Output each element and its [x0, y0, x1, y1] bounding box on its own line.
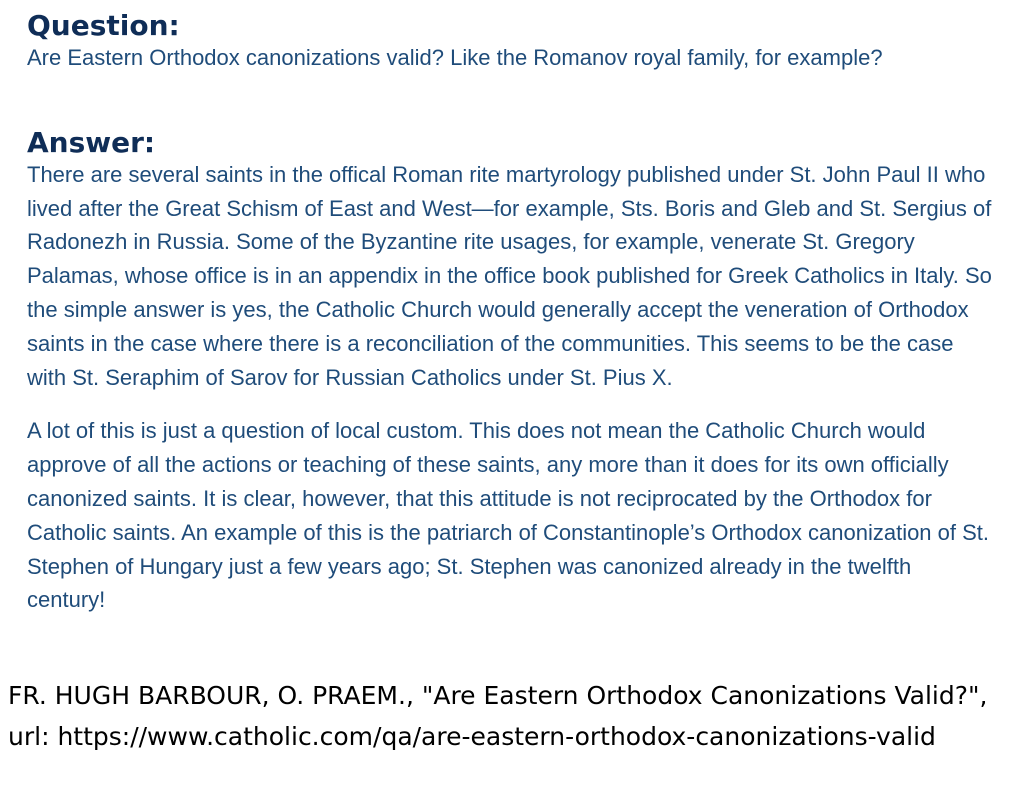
- answer-paragraph-2: A lot of this is just a question of local custom. This does not mean the Catholic Church would approve of all the actions or teaching of these saints, any more than it does for its own officially canonized saints. It is clear, however, that this attitude is not reciprocated by the Orthodox for Catholic saints. An example of this is the patriarch of Constantinople’s Orthodox canonization of St. Stephen of Hungary just a few years ago; St. Stephen was canonized already in the twelfth century!: [27, 418, 990, 613]
- answer-heading: Answer:: [27, 125, 156, 159]
- question-heading: Question:: [27, 9, 180, 42]
- answer-paragraph-1: There are several saints in the offical Roman rite martyrology published under St. John Paul II who lived after the Great Schism of East and West—for example, Sts. Boris and Gleb and St. Sergius of Radonezh in Russia. Some of the Byzantine rite usages, for example, venerate St. Gregory Palamas, whose office is in an appendix in the office book published for Greek Catholics in Italy. So the simple answer is yes, the Catholic Church would generally accept the veneration of Orthodox saints in the case where there is a reconciliation of the communities. This seems to be the case with St. Seraphim of Sarov for Russian Catholics under St. Pius X.: [27, 161, 992, 390]
- question-text: Are Eastern Orthodox canonizations valid? Like the Romanov royal family, for example?: [27, 45, 883, 70]
- source-citation: FR. HUGH BARBOUR, O. PRAEM., "Are Eastern Orthodox Canonizations Valid?", url: https://www.catholic.com/qa/are-eastern-orthodox-canonizations-valid: [8, 681, 988, 751]
- qa-article: [27, 0, 992, 617]
